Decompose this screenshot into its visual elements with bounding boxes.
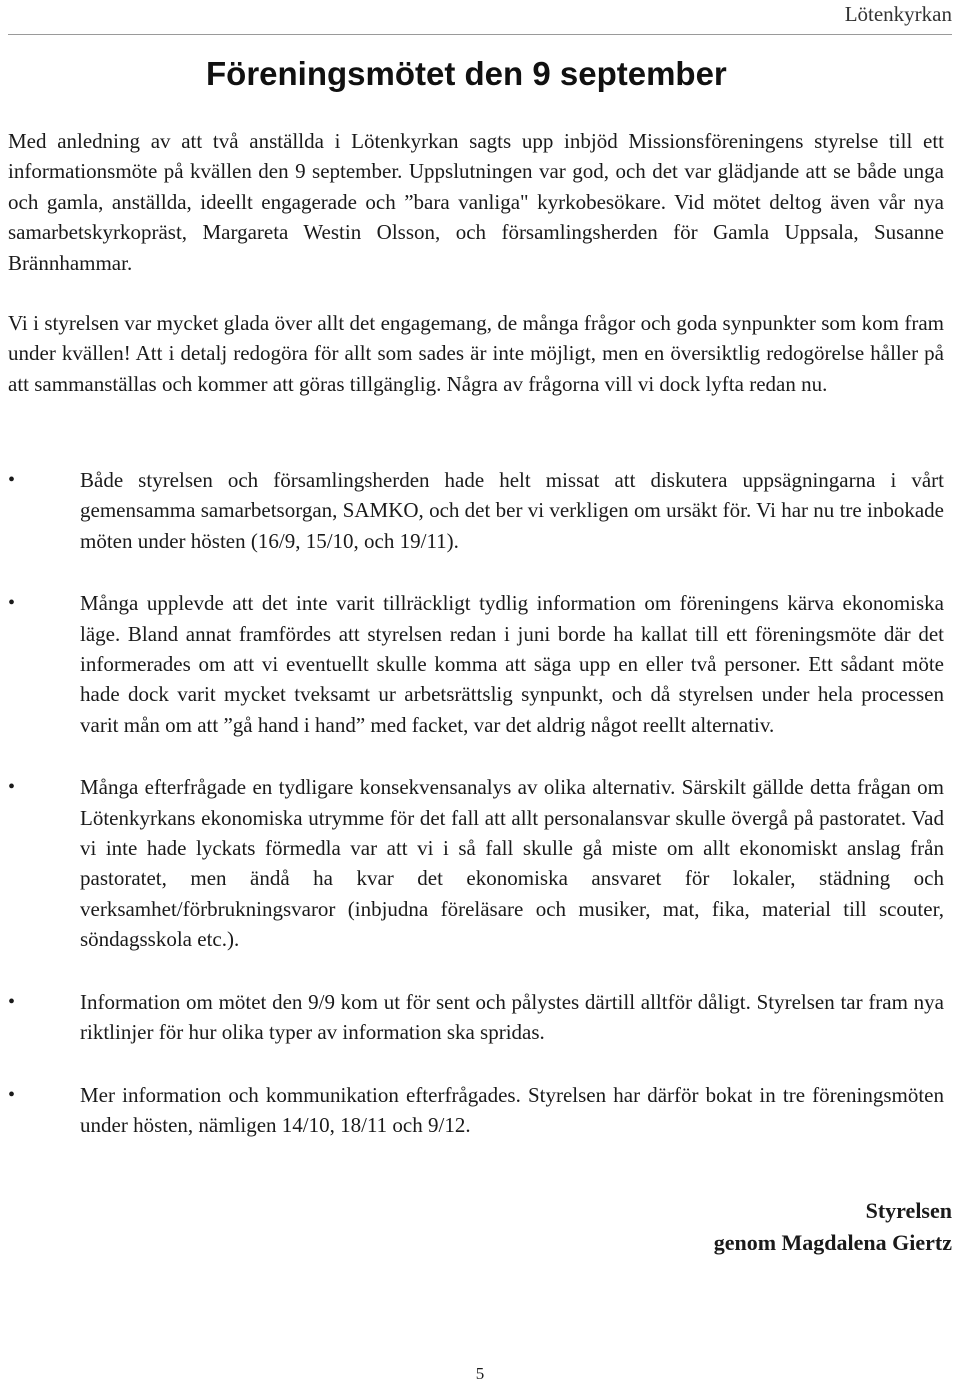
article-title: Föreningsmötet den 9 september [206,55,727,92]
list-item-text: Information om mötet den 9/9 kom ut för sent och pålystes därtill alltför dåligt. Styrelsen tar fram nya riktlinjer för hur olika typer av information ska spridas. [80,989,944,1045]
bullet-icon: • [8,469,16,491]
signature-line-2: genom Magdalena Giertz [713,1230,952,1255]
list-item-text: Många upplevde att det inte varit tillräckligt tydlig information om föreningens kärva ekonomiska läge. Bland annat framfördes att styrelsen redan i juni borde ha kallat till ett föreningsmöte där det informerades om att vi eventuellt skulle komma att säga upp en eller två personer. Ett sådant möte hade dock varit mycket tveksamt ur arbetsrättslig synpunkt, och då styrelsen under hela processen varit mån om att ”gå hand i hand” med facket, var det aldrig något reellt alternativ. [80,591,944,737]
header-divider [8,34,952,35]
list-item [0,465,944,556]
second-paragraph: Vi i styrelsen var mycket glada över allt det engagemang, de många frågor och goda synpunkter som kom fram under kvällen! Att i detalj redogöra för allt som sades är inte möjligt, men en översiktlig redogörelse håller på att sammanställas och kommer att göras tillgänglig. Några av frågorna vill vi dock lyfta redan nu. [8,311,944,396]
list-item [0,772,944,954]
list-item [0,1080,944,1141]
signature-block [714,1195,952,1259]
signature-line-1: Styrelsen [865,1198,952,1223]
list-item-text: Mer information och kommunikation efterfrågades. Styrelsen har därför bokat in tre föreningsmöten under hösten, nämligen 14/10, 18/11 och 9/12. [80,1082,944,1137]
list-item-text: Både styrelsen och församlingsherden hade helt missat att diskutera uppsägningarna i vårt gemensamma samarbetsorgan, SAMKO, och det ber vi verkligen om ursäkt för. Vi har nu tre inbokade möten under hösten (16/9, 15/10, och 19/11). [80,468,944,553]
list-item-text: Många efterfrågade en tydligare konsekvensanalys av olika alternativ. Särskilt gällde detta frågan om Lötenkyrkans ekonomiska utrymme för det fall att allt personalansvar skulle övergå på pastoratet. Vad vi inte hade lyckats förmedla var att vi i så fall skulle gå miste om allt ekonomiskt anslag från pastoratet, men ändå ha kvar det ekonomiska ansvaret för lokaler, städning och verksamhet/förbrukningsvaror (inbjudna föreläsare och musiker, mat, fika, material till scouter, söndagsskola etc.). [80,775,944,952]
list-item [0,987,944,1048]
bullet-icon: • [8,776,16,799]
bullet-icon: • [8,1083,16,1106]
page-number: 5 [475,1364,485,1383]
list-item [0,588,944,740]
bullet-icon: • [8,990,16,1013]
bullet-list [0,465,960,1172]
bullet-icon: • [8,592,16,615]
running-header: Lötenkyrkan [844,2,952,26]
intro-paragraph: Med anledning av att två anställda i Lötenkyrkan sagts upp inbjöd Missionsföreningens styrelse till ett informationsmöte på kvällen den 9 september. Uppslutningen var god, och det var glädjande att se både unga och gamla, anställda, ideellt engagerade och ”bara vanliga" kyrkobesökare. Vid mötet deltog även vår nya samarbetskyrkopräst, Margareta Westin Olsson, och församlingsherden för Gamla Uppsala, Susanne Brännhammar. [8,129,944,275]
